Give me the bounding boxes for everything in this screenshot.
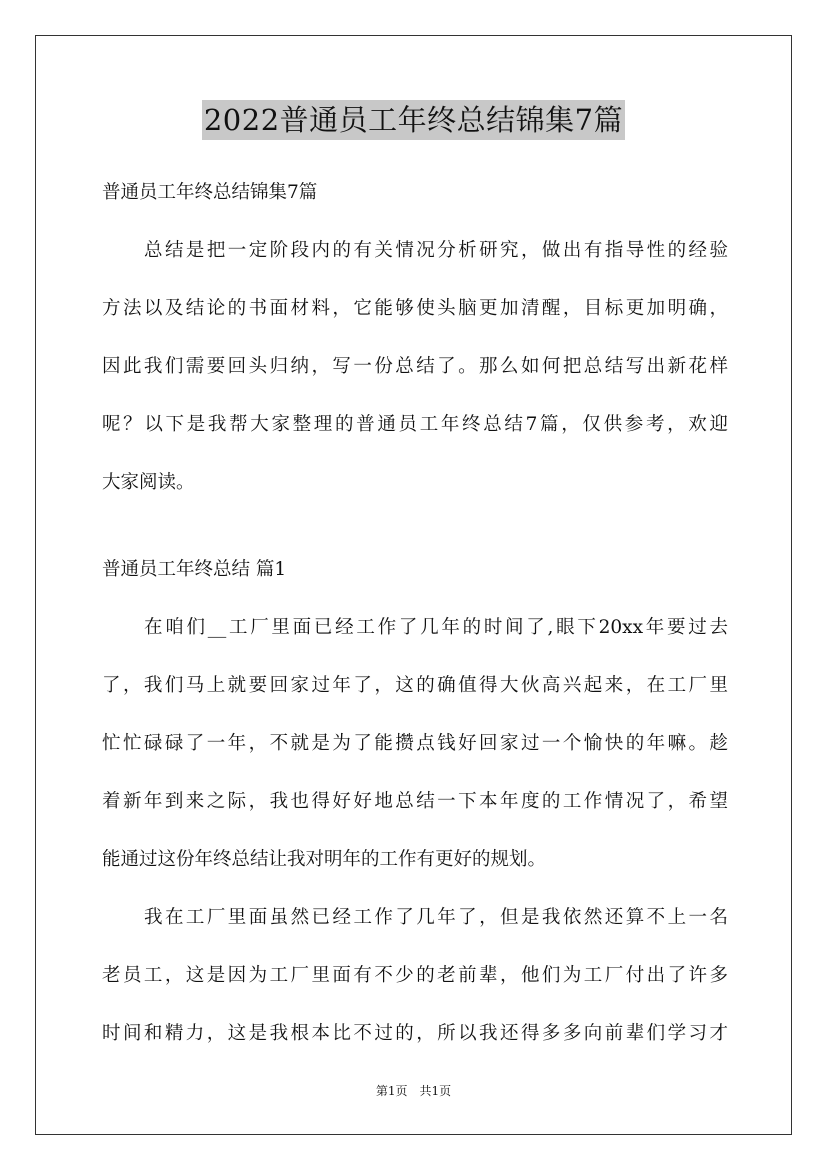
paragraph-line: 总结是把一定阶段内的有关情况分析研究，做出有指导性的经验: [144, 240, 728, 261]
section1-paragraph-2: [102, 903, 728, 1048]
section-spacer: [102, 526, 728, 555]
document-title: 2022普通员工年终总结锦集7篇: [202, 100, 625, 140]
section-heading: 普通员工年终总结 篇1: [102, 559, 287, 580]
paragraph-line: 大家阅读。: [102, 472, 195, 493]
paragraph-line: 在咱们__工厂里面已经工作了几年的时间了,眼下20xx年要过去: [144, 617, 728, 638]
paragraph-line: 因此我们需要回头归纳，写一份总结了。那么如何把总结写出新花样: [102, 356, 728, 377]
document-body: [102, 178, 728, 1077]
paragraph-line: 呢？以下是我帮大家整理的普通员工年终总结7篇，仅供参考，欢迎: [102, 414, 728, 435]
title-container: [0, 100, 827, 140]
page-footer: 第1页 共1页: [375, 1084, 452, 1098]
paragraph-line: 忙忙碌碌了一年，不就是为了能攒点钱好回家过一个愉快的年嘛。趁: [102, 733, 728, 754]
document-subtitle: 普通员工年终总结锦集7篇: [102, 182, 318, 203]
paragraph-line: 了，我们马上就要回家过年了，这的确值得大伙高兴起来，在工厂里: [102, 675, 728, 696]
section1-paragraph-1: [102, 613, 728, 874]
paragraph-line: 方法以及结论的书面材料，它能够使头脑更加清醒，目标更加明确，: [102, 298, 728, 319]
paragraph-line: 着新年到来之际，我也得好好地总结一下本年度的工作情况了，希望: [102, 791, 728, 812]
paragraph-line: 老员工，这是因为工厂里面有不少的老前辈，他们为工厂付出了许多: [102, 965, 728, 986]
intro-paragraph: [102, 236, 728, 497]
paragraph-line: 我在工厂里面虽然已经工作了几年了，但是我依然还算不上一名: [144, 907, 728, 928]
paragraph-line: 时间和精力，这是我根本比不过的，所以我还得多多向前辈们学习才: [102, 1023, 728, 1044]
paragraph-line: 能通过这份年终总结让我对明年的工作有更好的规划。: [102, 849, 547, 870]
